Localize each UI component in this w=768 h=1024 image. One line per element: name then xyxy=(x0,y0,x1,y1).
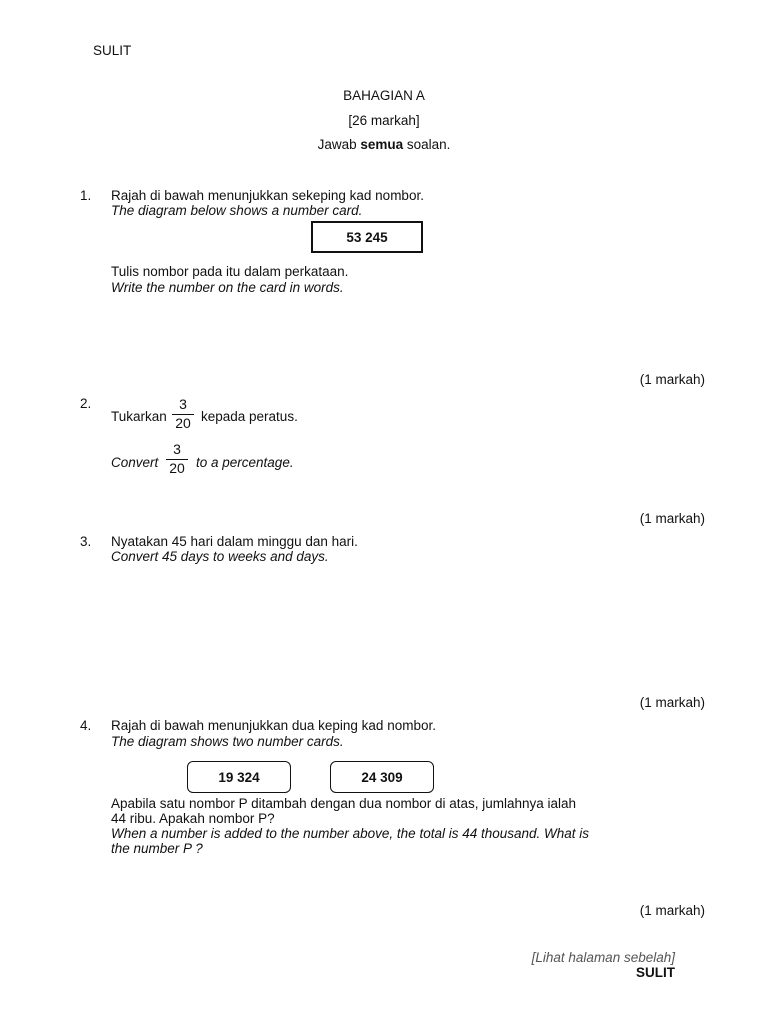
fraction-numerator: 3 xyxy=(179,396,187,412)
section-title: BAHAGIAN A xyxy=(343,88,425,103)
header-classification: SULIT xyxy=(93,43,132,58)
fraction-numerator: 3 xyxy=(173,441,181,457)
question-2-marks: (1 markah) xyxy=(639,511,705,526)
question-3-text-en: Convert 45 days to weeks and days. xyxy=(111,549,329,564)
question-3-text-ms: Nyatakan 45 hari dalam minggu dan hari. xyxy=(111,534,358,549)
question-2-fraction-ms xyxy=(172,396,194,432)
footer-next-page: [Lihat halaman sebelah] xyxy=(531,950,675,965)
question-2-text-en-pre: Convert xyxy=(111,455,159,470)
question-1-text-ms: Rajah di bawah menunjukkan sekeping kad nombor. xyxy=(111,188,424,203)
question-1-text-en: The diagram below shows a number card. xyxy=(111,203,363,218)
question-4-marks: (1 markah) xyxy=(639,903,705,918)
question-2-number: 2. xyxy=(80,396,92,411)
question-4-problem-en-line1: When a number is added to the number above, the total is 44 thousand. What is xyxy=(111,826,590,841)
question-1-instruction-ms: Tulis nombor pada itu dalam perkataan. xyxy=(111,264,349,279)
question-4-problem-en-line2: the number P ? xyxy=(111,841,203,856)
section-instruction: Jawab semua soalan. xyxy=(317,137,451,152)
question-1-number-card: 53 245 xyxy=(311,221,423,253)
question-2-text-ms-post: kepada peratus. xyxy=(201,409,298,424)
question-2-text-en-post: to a percentage. xyxy=(196,455,294,470)
question-4-problem-ms-line1: Apabila satu nombor P ditambah dengan dua nombor di atas, jumlahnya ialah xyxy=(111,796,577,811)
question-4-text-ms: Rajah di bawah menunjukkan dua keping kad nombor. xyxy=(111,718,436,733)
question-3-number: 3. xyxy=(80,534,92,549)
fraction-denominator: 20 xyxy=(169,460,185,476)
fraction-denominator: 20 xyxy=(175,415,191,431)
question-2-fraction-en xyxy=(166,441,188,477)
question-4-text-en: The diagram shows two number cards. xyxy=(111,734,344,749)
question-1-number: 1. xyxy=(80,188,92,203)
question-1-marks: (1 markah) xyxy=(639,372,705,387)
footer-classification: SULIT xyxy=(636,965,675,980)
question-4-number: 4. xyxy=(80,718,92,733)
section-marks: [26 markah] xyxy=(348,113,420,128)
question-4-problem-ms-line2: 44 ribu. Apakah nombor P? xyxy=(111,811,275,826)
question-2-text-ms-pre: Tukarkan xyxy=(111,409,167,424)
question-4-number-card-1: 19 324 xyxy=(187,761,291,793)
question-4-number-card-2: 24 309 xyxy=(330,761,434,793)
question-3-marks: (1 markah) xyxy=(639,695,705,710)
question-1-instruction-en: Write the number on the card in words. xyxy=(111,280,344,295)
